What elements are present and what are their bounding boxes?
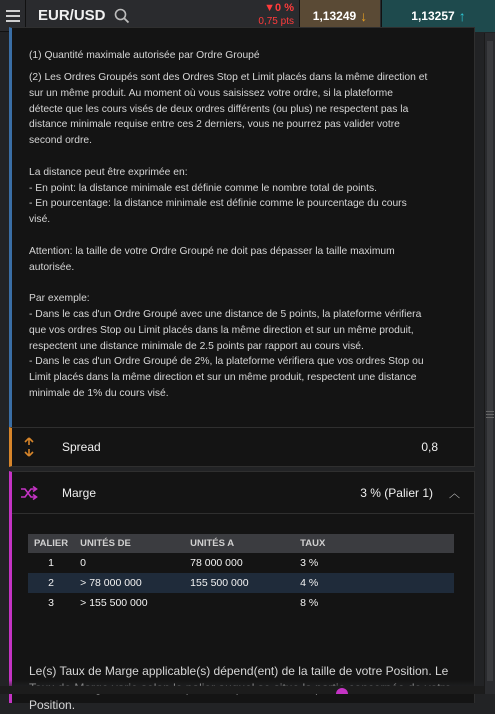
spread-row[interactable] — [9, 427, 475, 467]
margin-tiers-table — [28, 534, 454, 613]
column-header: PALIER — [28, 534, 74, 553]
margin-note: Le(s) Taux de Marge applicable(s) dépend(ent) de la taille de votre Position. Le Position. — [29, 664, 449, 712]
marge-row[interactable] — [9, 471, 475, 513]
grouped-orders-info — [9, 27, 475, 457]
marge-details — [9, 513, 475, 712]
units-to-cell: 155 500 000 — [184, 573, 294, 593]
table-row — [28, 553, 454, 573]
divider — [12, 513, 474, 514]
table-header-row — [28, 534, 454, 553]
tier-cell: 1 — [48, 557, 54, 569]
up-down-arrows-icon — [12, 437, 46, 457]
instrument-symbol[interactable]: EUR/USD — [38, 7, 106, 24]
rate-cell: 3 % — [300, 557, 319, 569]
change-percent: ▼0 % — [264, 2, 294, 14]
units-from-cell: 0 — [80, 557, 86, 569]
bottom-indicator — [336, 688, 348, 694]
tier-cell: 2 — [28, 573, 74, 593]
units-from-cell: > 78 000 000 — [74, 573, 184, 593]
arrow-up-icon: ↑ — [458, 8, 466, 24]
table-row — [28, 573, 454, 593]
spread-label: Spread — [62, 440, 101, 454]
marge-label: Marge — [62, 485, 97, 500]
arrow-down-icon: ↓ — [360, 8, 368, 24]
marge-value: 3 % (Palier 1) — [360, 485, 433, 500]
rate-cell: 8 % — [300, 597, 319, 609]
scrollbar-thumb[interactable] — [487, 41, 493, 681]
scroll-marker — [486, 411, 494, 412]
search-icon[interactable] — [114, 8, 130, 24]
footnote-1: (1) Quantité maximale autorisée par Ordre Groupé — [29, 50, 260, 61]
bottom-bar — [0, 686, 484, 694]
scroll-marker — [486, 414, 494, 415]
chevron-up-icon[interactable]: ︿ — [449, 487, 460, 500]
units-to-cell — [184, 593, 294, 613]
units-to-cell: 78 000 000 — [190, 557, 243, 569]
buy-price: 1,13257 — [411, 9, 455, 23]
column-header: TAUX — [294, 534, 454, 553]
table-row — [28, 593, 454, 613]
sell-price: 1,13249 — [312, 9, 357, 23]
column-header: UNITÉS DE — [74, 534, 184, 553]
rate-cell: 4 % — [294, 573, 454, 593]
scroll-marker — [486, 417, 494, 418]
units-from-cell: > 155 500 000 — [80, 597, 148, 609]
change-points: 0,75 pts — [258, 16, 294, 27]
spread-value: 0,8 — [421, 440, 438, 454]
tier-cell: 3 — [48, 597, 54, 609]
details-panel — [0, 33, 484, 712]
shuffle-icon — [12, 486, 46, 500]
scrollbar[interactable] — [484, 33, 495, 694]
footnote-2: (2) Les Ordres Groupés sont des Ordres Stop et Limit placés dans la même direction et sur un même produit. Au moment où vous saisissez votre ordre, si la plateforme détecte que les cours visés de deux ordres différents (ou plus) ne respectent pas la distance minimale requise entre ces 2 derniers, vous ne pourrez pas valider votre second ordre. La distance peut être exprimée en: - En point: la distance minimale est définie comme le nombre total de points. - En pourcentage: la distance minimale est définie comme le pourcentage du cours visé. Attention: la taille de votre Ordre Groupé ne doit pas dépasser la taille maximum autorisée. Par exemple: - Dans le cas d'un Ordre Groupé avec une distance de 5 points, la plateforme vérifiera que vos ordres Stop ou Limit placés dans la même direction et sur un même produit, respectent une distance minimale de 2.5 points par rapport au cours visé. - Dans le cas d'un Ordre Groupé de 2%, la plateforme vérifiera que vos ordres Stop ou Limit placés dans la même direction et sur un même produit, respectent une distance minimale de 1% du cours visé. — [29, 72, 428, 399]
column-header: UNITÉS A — [184, 534, 294, 553]
